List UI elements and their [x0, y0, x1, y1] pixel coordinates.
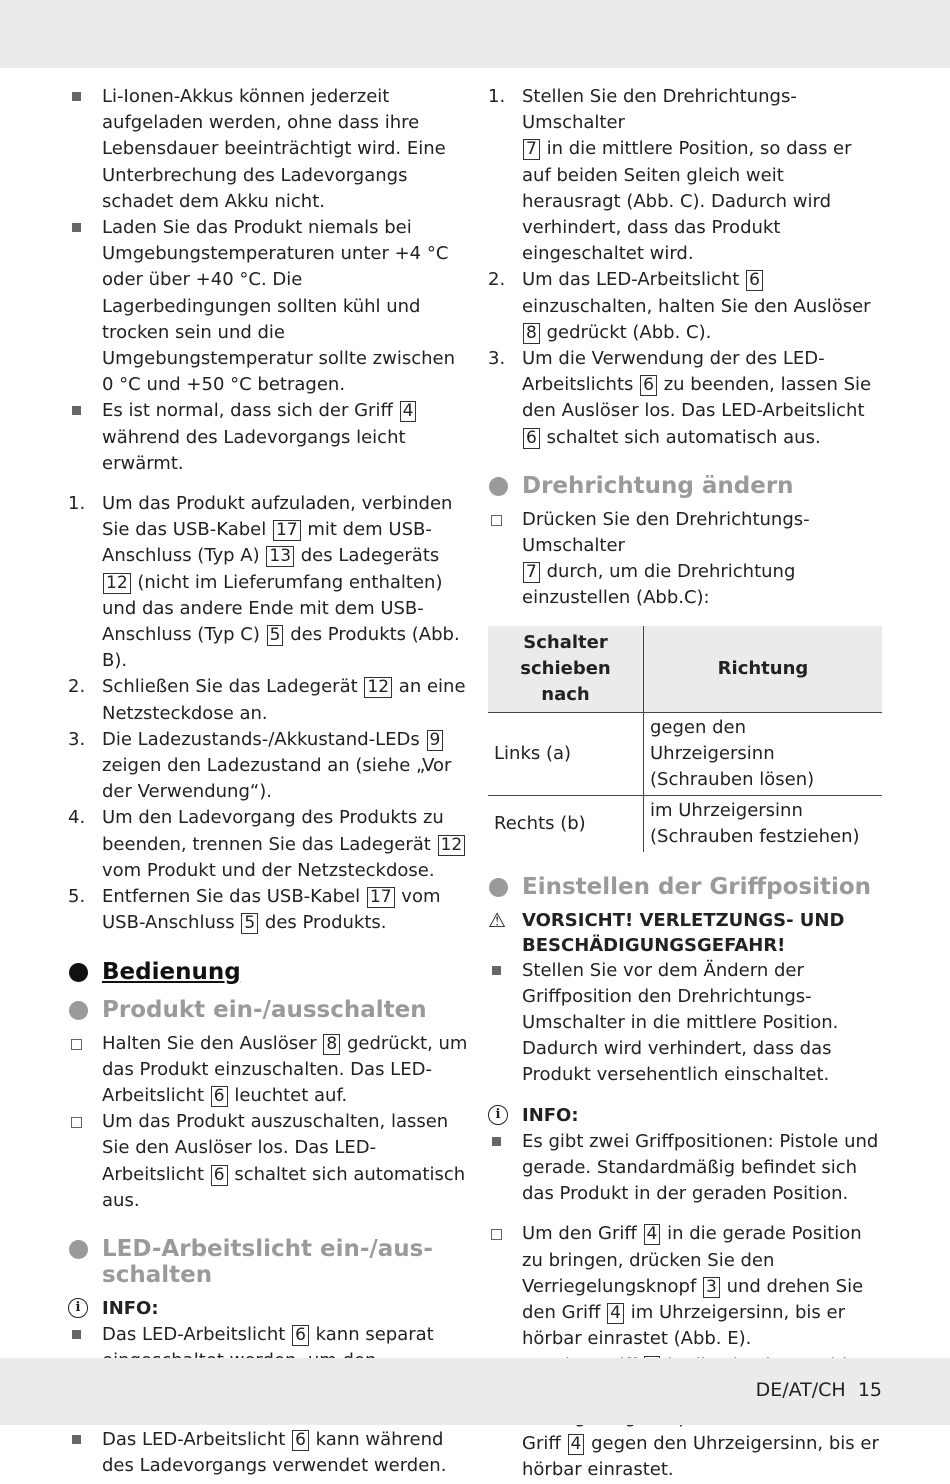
section-heading-produkt: Produkt ein-/ausschalten [68, 997, 468, 1023]
list-item: Das LED-Arbeitslicht 6 kann separat [68, 1322, 468, 1427]
info-title: i INFO: [488, 1103, 882, 1129]
table-cell: Links (a) [488, 712, 644, 795]
list-item: 1. Um das Produkt aufzuladen, verbinden Sie das USB-Kabel 17 mit dem USB-Anschluss (Typ A) 13 des Ladegeräts 12 (nicht im Lieferumfang enthalten) und das andere Ende mit dem USB-Anschluss (Typ C) 5 des Produkts (Abb. B). [68, 493, 460, 672]
list-item: Griff 4 gegen den Uhrzeigersinn, bis er hörbar einrastet. [488, 1353, 882, 1484]
warning-list [488, 958, 882, 1089]
part-ref: 6 [292, 1325, 309, 1346]
list-item: Drücken Sie den Drehrichtungs-Umschalter 7 durch, um die Drehrichtung einzustellen (Abb.C): [488, 507, 882, 612]
part-ref: 12 [438, 835, 466, 856]
section-heading-griff: Einstellen der Griffposition [488, 874, 882, 900]
info-title: i INFO: [68, 1296, 468, 1322]
part-ref: 12 [103, 573, 131, 594]
part-ref: 6 [523, 428, 540, 449]
direction-table [488, 626, 882, 852]
list-item: Stellen Sie vor dem Ändern der Griffposition den Drehrichtungs-Umschalter in die mittlere Position. Dadurch wird verhindert, dass das Produkt versehentlich einschaltet. [488, 958, 882, 1089]
part-ref: 4 [607, 1303, 624, 1324]
left-column [68, 84, 468, 1479]
section-heading-led: LED-Arbeitslicht ein-/aus-schalten [68, 1236, 468, 1288]
locale-label: DE/AT/CH [755, 1379, 846, 1401]
info-icon: i [488, 1105, 508, 1125]
part-ref: 4 [568, 1434, 585, 1455]
section-heading-drehrichtung: Drehrichtung ändern [488, 473, 882, 499]
list-item: Es ist normal, dass sich der Griff 4 während des Ladevorgangs leicht erwärmt. [68, 398, 468, 477]
page-number: 15 [857, 1379, 882, 1401]
list-item: 3. Um die Verwendung der des LED-Arbeitslichts 6 zu beenden, lassen Sie den Auslöser los. Das LED-Arbeitslicht 6 schaltet sich automatisch aus. [488, 348, 872, 448]
bullet-dot-icon [69, 963, 88, 982]
table-header: Richtung [644, 626, 883, 713]
part-ref: 17 [367, 887, 395, 908]
part-ref: 4 [400, 401, 417, 422]
part-ref: 5 [241, 913, 258, 934]
table-header: Schalter schieben nach [488, 626, 644, 713]
list-item: Halten Sie den Auslöser 8 gedrückt, um das Produkt einzuschalten. Das LED-Arbeitslicht 6 leuchtet auf. [68, 1031, 468, 1110]
list-item: Laden Sie das Produkt niemals bei Umgebungstemperaturen unter +4 °C oder über +40 °C. Die Lagerbedingungen sollten kühl und trocken sein und die Umgebungstemperatur sollte zwischen 0 °C und +50 °C betragen. [68, 215, 468, 398]
list-item: 4. Um den Ladevorgang des Produkts zu beenden, trennen Sie das Ladegerät 12 vom Produkt und der Netzsteckdose. [68, 805, 468, 884]
table-row [488, 795, 882, 852]
part-ref: 7 [523, 562, 540, 583]
table-cell: gegen den Uhrzeigersinn (Schrauben lösen) [644, 712, 883, 795]
top-band [0, 0, 950, 68]
part-ref: 12 [364, 677, 392, 698]
direction-list [488, 507, 882, 612]
warning-title: ⚠ VORSICHT! VERLETZUNGS- UND BESCHÄDIGUNGSGEFAHR! [488, 907, 845, 956]
table-cell: Rechts (b) [488, 795, 644, 852]
bullet-dot-icon [69, 1240, 88, 1259]
part-ref: 7 [523, 139, 540, 160]
list-item: Um den Griff 4 in die gerade Position zu bringen, drücken Sie den Verriegelungsknopf 3 und drehen Sie den Griff 4 im Uhrzeigersinn, bis er hörbar einrastet (Abb. E). [488, 1221, 882, 1352]
list-item: 2. Um das LED-Arbeitslicht 6 einzuschalten, halten Sie den Auslöser 8 gedrückt (Abb. C). [488, 269, 871, 343]
part-ref: 6 [211, 1086, 228, 1107]
part-ref: 5 [267, 625, 284, 646]
griff-info-list [488, 1129, 882, 1208]
part-ref: 6 [292, 1430, 309, 1451]
list-item: 1. Stellen Sie den Drehrichtungs-Umschalter 7 in die mittlere Position, so dass er auf beiden Seiten gleich weit herausragt (Abb. C). Dadurch wird verhindert, dass das Produkt eingeschaltet wird. [488, 86, 852, 265]
bullet-dot-icon [69, 1001, 88, 1020]
part-ref: 6 [746, 270, 763, 291]
power-steps-list [68, 1031, 468, 1214]
list-item: Das LED-Arbeitslicht 6 kann während des Ladevorgangs verwendet werden. [68, 1427, 468, 1479]
bullet-dot-icon [489, 878, 508, 897]
bullet-dot-icon [489, 477, 508, 496]
charging-notes-list [68, 84, 468, 477]
warning-triangle-icon: ⚠ [488, 907, 506, 932]
part-ref: 17 [273, 520, 301, 541]
part-ref: 4 [644, 1224, 661, 1245]
section-heading-bedienung: Bedienung [68, 959, 468, 985]
part-ref: 13 [266, 546, 294, 567]
part-ref: 6 [211, 1165, 228, 1186]
list-item: Li-Ionen-Akkus können jederzeit aufgeladen werden, ohne dass ihre Lebensdauer beeinträchtigt wird. Eine Unterbrechung des Ladevorgangs schadet dem Akku nicht. [68, 84, 468, 215]
info-icon: i [68, 1298, 88, 1318]
table-row [488, 712, 882, 795]
list-item: Um das Produkt auszuschalten, lassen Sie den Auslöser los. Das LED-Arbeitslicht 6 schaltet sich automatisch aus. [68, 1109, 468, 1214]
led-steps-list [488, 84, 882, 451]
list-item: 3. Die Ladezustands-/Akkustand-LEDs 9 zeigen den Ladezustand an (siehe „Vor der Verwendung“). [68, 728, 452, 803]
griff-steps-list [488, 1221, 882, 1483]
list-item: 5. Entfernen Sie das USB-Kabel 17 vom USB-Anschluss 5 des Produkts. [68, 886, 441, 934]
part-ref: 3 [703, 1277, 720, 1298]
charging-steps-list [68, 491, 468, 936]
part-ref: 9 [427, 730, 444, 751]
list-item: Es gibt zwei Griffpositionen: Pistole und gerade. Standardmäßig befindet sich das Produkt in der geraden Position. [488, 1129, 882, 1208]
page-footer [756, 1377, 882, 1403]
right-column [488, 84, 882, 1484]
part-ref: 8 [323, 1034, 340, 1055]
list-item: 2. Schließen Sie das Ladegerät 12 an eine Netzsteckdose an. [68, 676, 466, 724]
part-ref: 6 [640, 375, 657, 396]
part-ref: 8 [523, 323, 540, 344]
table-cell: im Uhrzeigersinn (Schrauben festziehen) [650, 799, 860, 847]
